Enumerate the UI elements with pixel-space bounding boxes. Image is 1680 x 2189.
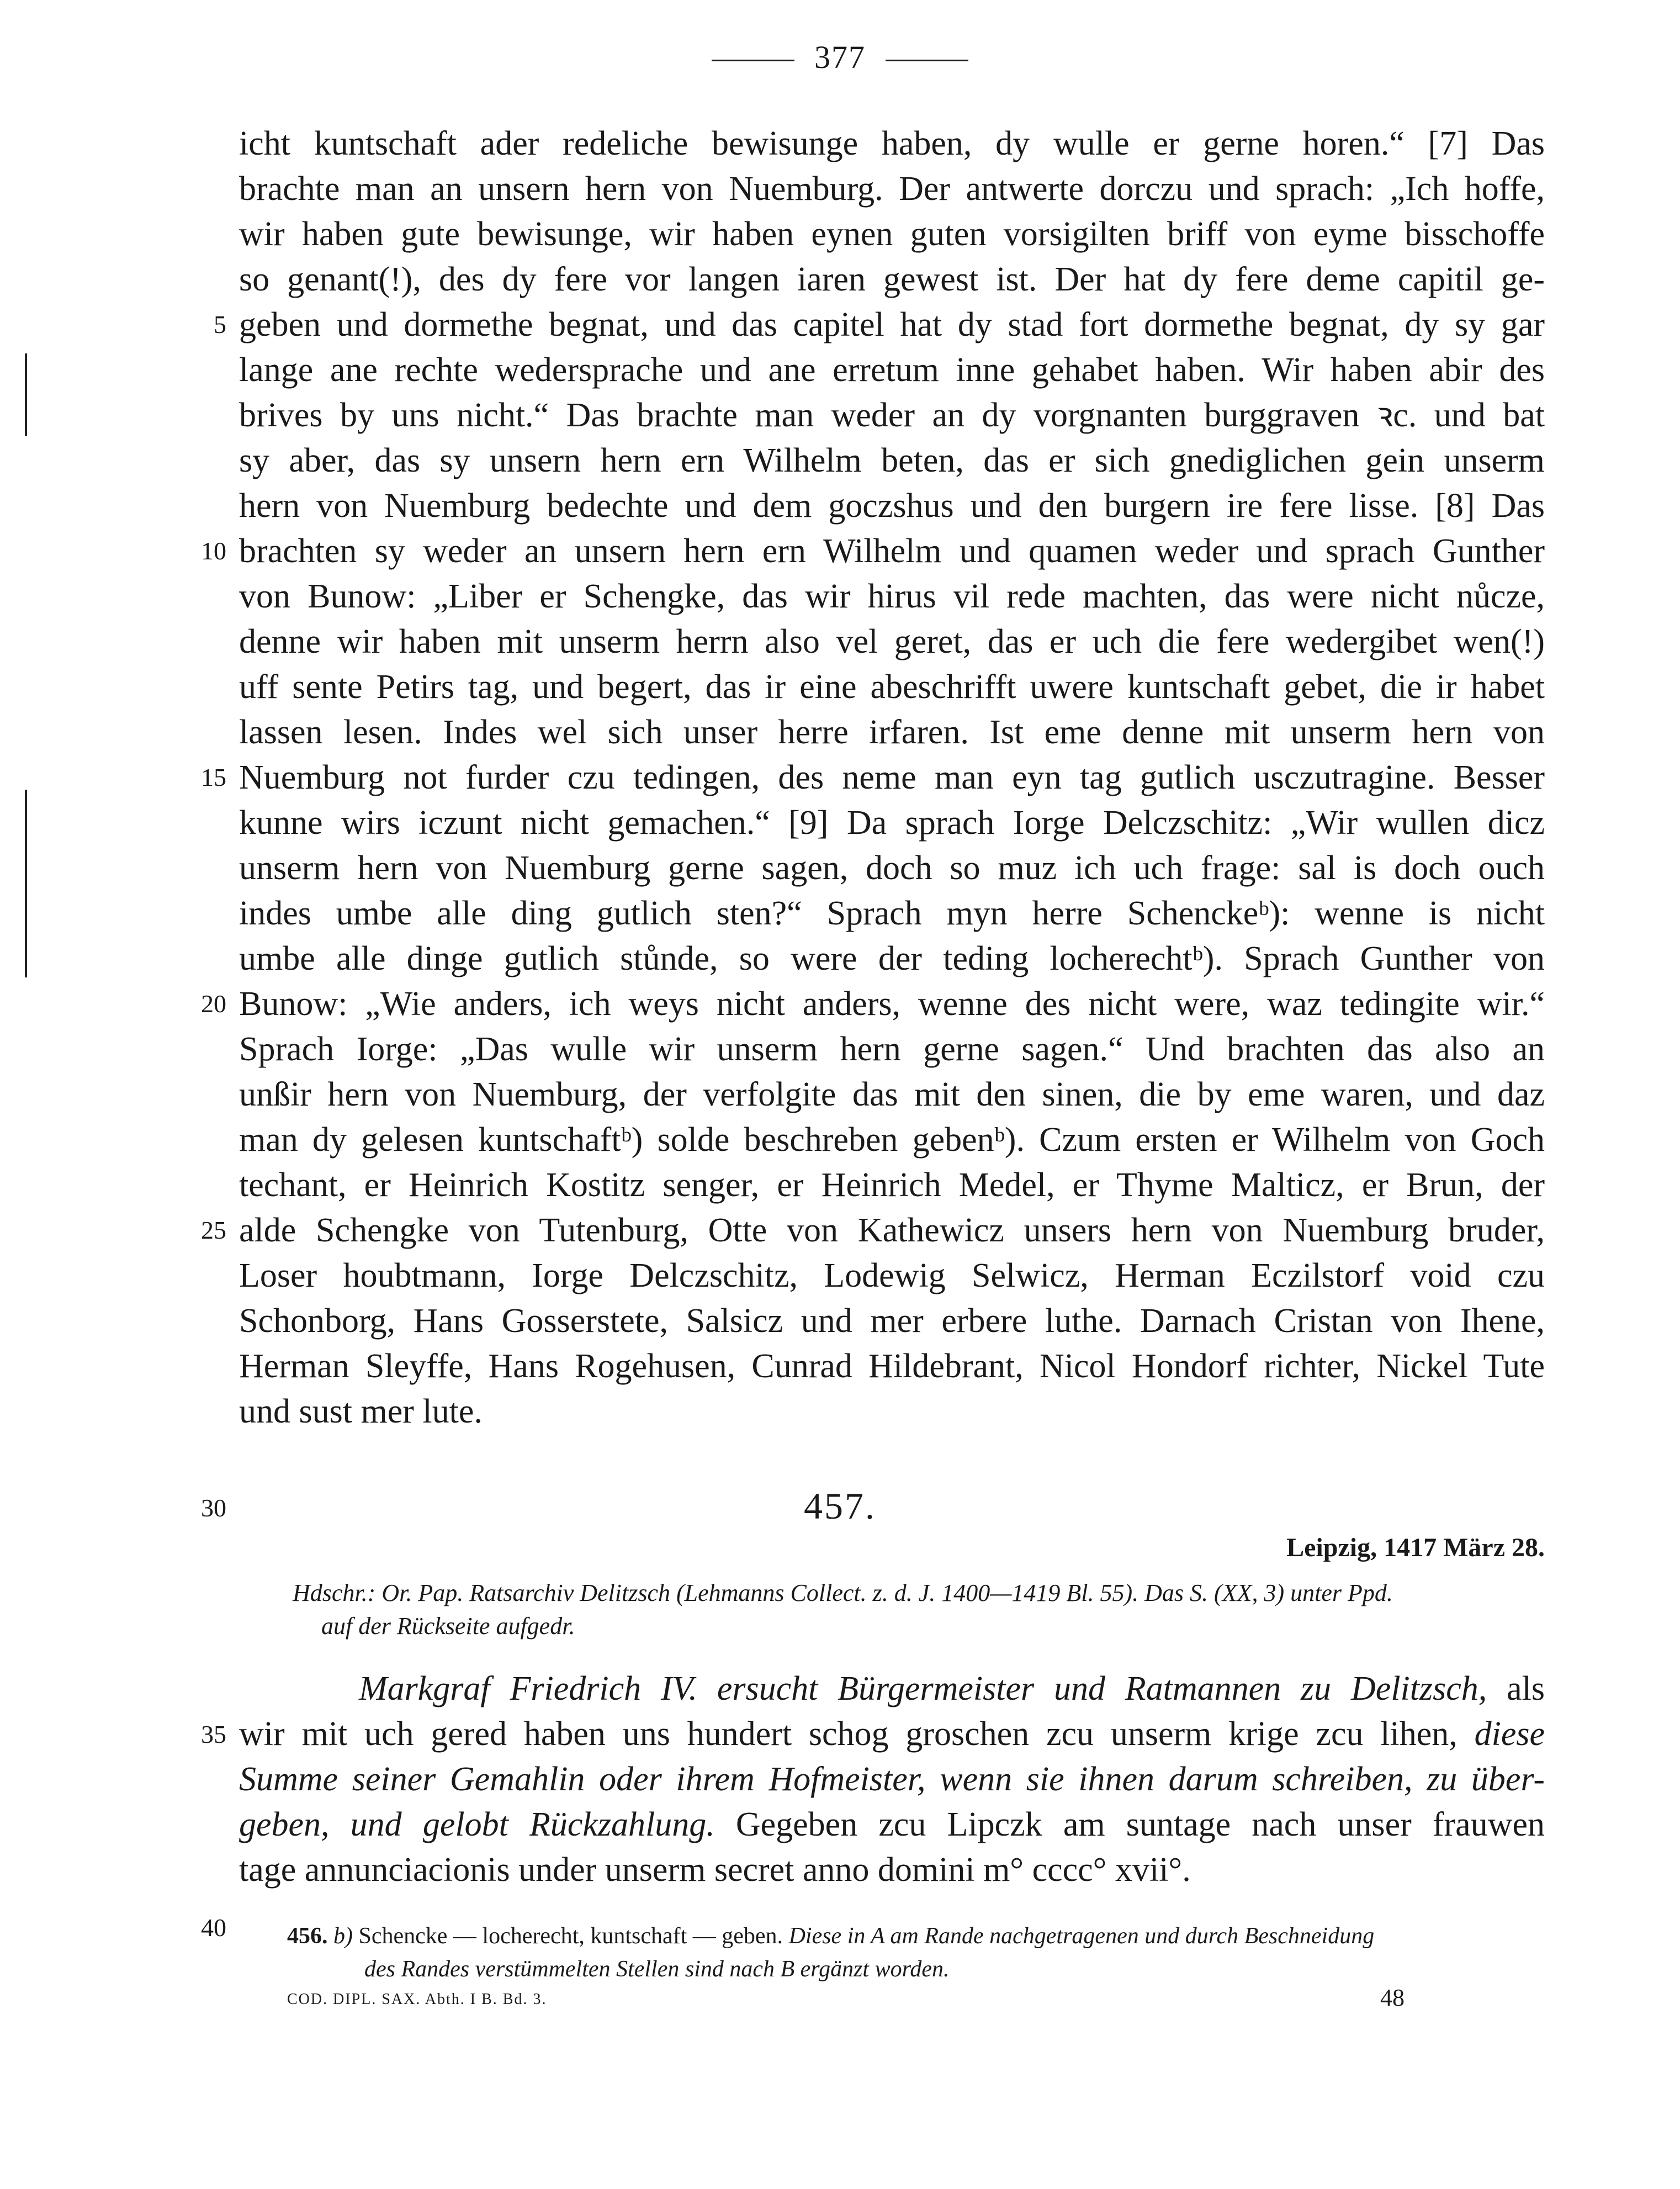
line-number: 25	[201, 1216, 226, 1244]
body-line: Sprach Iorge: „Das wulle wir unserm hern gerne sagen.“ Und brachten das also an	[239, 1030, 1545, 1068]
regest-italic: Markgraf Friedrich IV. ersucht Bürgermeister und Ratmannen zu Delitzsch,	[359, 1670, 1487, 1707]
regest-italic: diese	[1474, 1715, 1545, 1753]
regest-italic: Summe seiner Gemahlin oder ihrem Hofmeister, wenn sie ihnen darum schreiben, zu über-	[239, 1760, 1545, 1798]
series-signature: COD. DIPL. SAX. Abth. I B. Bd. 3.	[287, 1991, 547, 2008]
regest-line	[239, 1757, 1545, 1802]
line-number: 30	[201, 1494, 226, 1522]
document-number: 457.	[804, 1485, 876, 1527]
margin-rule	[25, 353, 27, 436]
footnote-text: Schencke — locherecht, kuntschaft — geben.	[353, 1923, 783, 1949]
source-note-line: auf der Rückseite aufgedr.	[321, 1612, 575, 1640]
body-line: brives by uns nicht.“ Das brachte man weder an dy vorgnanten burggraven ꝛc. und bat	[239, 396, 1545, 434]
line-number: 35	[201, 1720, 226, 1748]
body-line: und sust mer lute.	[239, 1393, 483, 1430]
body-line: lassen lesen. Indes wel sich unser herre irfaren. Ist eme denne mit unserm hern von	[239, 713, 1545, 751]
regest-italic: geben, und gelobt Rückzahlung.	[239, 1806, 715, 1843]
body-line: hern von Nuemburg bedechte und dem goczshus und den burgern ire fere lisse. [8] Das	[239, 487, 1545, 525]
body-line: alde Schengke von Tutenburg, Otte von Kathewicz unsers hern von Nuemburg bruder,	[239, 1212, 1545, 1249]
regest-roman: als	[1487, 1670, 1545, 1707]
regest-roman: Gegeben zcu Lipczk am suntage nach unser frauwen	[714, 1806, 1545, 1843]
footnote-line	[287, 1921, 1546, 1952]
body-line: man dy gelesen kuntschaftᵇ) solde beschreben gebenᵇ). Czum ersten er Wilhelm von Goch	[239, 1121, 1545, 1159]
source-note-line: Hdschr.: Or. Pap. Ratsarchiv Delitzsch (Lehmanns Collect. z. d. J. 1400—1419 Bl. 55). Das S. (XX, 3) unter Ppd.	[293, 1579, 1393, 1606]
body-line: sy aber, das sy unsern hern ern Wilhelm beten, das er sich gnediglichen gein unserm	[239, 442, 1545, 479]
regest-line	[239, 1802, 1545, 1847]
regest-line	[239, 1711, 1545, 1757]
body-line: geben und dormethe begnat, und das capitel hat dy stad fort dormethe begnat, dy sy gar	[239, 306, 1545, 343]
body-line: von Bunow: „Liber er Schengke, das wir hirus vil rede machten, das were nicht nůcze,	[239, 578, 1545, 615]
header-rule-right	[886, 60, 968, 61]
regest-roman: wir mit uch gered haben uns hundert schog groschen zcu unserm krige zcu lihen,	[239, 1715, 1475, 1753]
header-rule-left	[712, 60, 794, 61]
regest-roman: tage annunciacionis under unserm secret anno domini m° cccc° xvii°.	[239, 1851, 1191, 1889]
body-line: brachte man an unsern hern von Nuemburg. Der antwerte dorczu und sprach: „Ich hoffe,	[239, 170, 1545, 208]
body-line: techant, er Heinrich Kostitz senger, er Heinrich Medel, er Thyme Malticz, er Brun, der	[239, 1166, 1545, 1204]
body-line: uff sente Petirs tag, und begert, das ir eine abeschrifft uwere kuntschaft gebet, die ir habet	[239, 668, 1545, 706]
sheet-signature: 48	[1380, 1984, 1405, 2011]
page-number-text: 377	[814, 39, 866, 75]
body-line: Loser houbtmann, Iorge Delczschitz, Lodewig Selwicz, Herman Eczilstorf void czu	[239, 1257, 1545, 1294]
margin-rule	[25, 790, 27, 977]
body-line: Bunow: „Wie anders, ich weys nicht anders, wenne des nicht were, waz tedingite wir.“	[239, 985, 1545, 1023]
body-line: Schonborg, Hans Gosserstete, Salsicz und mer erbere luthe. Darnach Cristan von Ihene,	[239, 1302, 1545, 1340]
body-line: unserm hern von Nuemburg gerne sagen, doch so muz ich uch frage: sal is doch ouch	[239, 849, 1545, 887]
footnote-number: 456.	[287, 1923, 328, 1949]
body-line: kunne wirs iczunt nicht gemachen.“ [9] Da sprach Iorge Delczschitz: „Wir wullen dicz	[239, 804, 1545, 842]
body-line: lange ane rechte wedersprache und ane erretum inne gehabet haben. Wir haben abir des	[239, 351, 1545, 389]
regest-line	[359, 1666, 1545, 1711]
line-number: 5	[214, 310, 226, 339]
line-number: 10	[201, 537, 226, 565]
body-line: icht kuntschaft ader redeliche bewisunge haben, dy wulle er gerne horen.“ [7] Das	[239, 125, 1545, 162]
page-number	[0, 39, 1680, 76]
footnote-text-italic: Diese in A am Rande nachgetragenen und durch Beschneidung	[783, 1923, 1375, 1949]
regest-line	[239, 1847, 1545, 1892]
line-number: 15	[201, 763, 226, 791]
footnote-label: b)	[327, 1923, 353, 1949]
body-line: unßir hern von Nuemburg, der verfolgite das mit den sinen, die by eme waren, und daz	[239, 1076, 1545, 1113]
body-line: Nuemburg not furder czu tedingen, des neme man eyn tag gutlich usczutragine. Besser	[239, 759, 1545, 796]
line-number: 40	[201, 1913, 226, 1942]
body-line: denne wir haben mit unserm herrn also vel geret, das er uch die fere wedergibet wen(!)	[239, 623, 1545, 660]
body-line: umbe alle dinge gutlich stůnde, so were der teding locherechtᵇ). Sprach Gunther von	[239, 940, 1545, 977]
body-line: indes umbe alle ding gutlich sten?“ Sprach myn herre Schenckeᵇ): wenne is nicht	[239, 895, 1545, 932]
dateline: Leipzig, 1417 März 28.	[1286, 1533, 1545, 1562]
body-line: brachten sy weder an unsern hern ern Wilhelm und quamen weder und sprach Gunther	[239, 532, 1545, 570]
line-number: 20	[201, 990, 226, 1018]
body-line: wir haben gute bewisunge, wir haben eynen guten vorsigilten briff von eyme bisschoffe	[239, 215, 1545, 253]
body-line: so genant(!), des dy fere vor langen iaren gewest ist. Der hat dy fere deme capitil ge-	[239, 261, 1545, 298]
body-line: Herman Sleyffe, Hans Rogehusen, Cunrad Hildebrant, Nicol Hondorf richter, Nickel Tute	[239, 1347, 1545, 1385]
footnote-line: des Randes verstümmelten Stellen sind nach B ergänzt worden.	[364, 1957, 950, 1982]
